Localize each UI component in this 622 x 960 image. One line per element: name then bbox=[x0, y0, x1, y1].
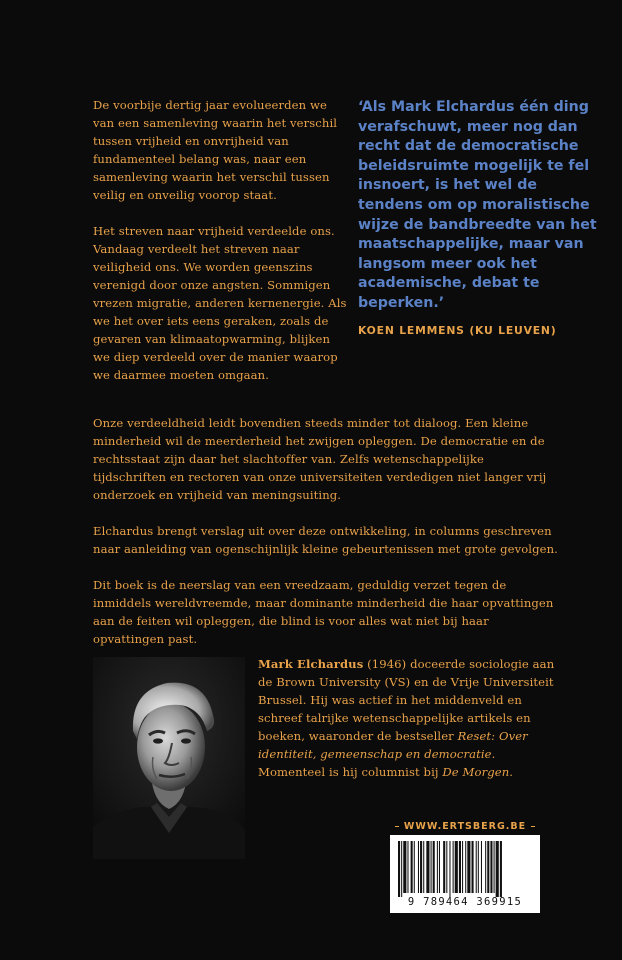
barcode-bar bbox=[437, 841, 438, 893]
barcode-bar bbox=[401, 841, 402, 897]
barcode-bar bbox=[485, 841, 486, 893]
author-portrait bbox=[93, 657, 245, 859]
divider bbox=[531, 826, 535, 827]
barcode-bar bbox=[465, 841, 466, 893]
barcode-bar bbox=[423, 841, 424, 893]
barcode-bar bbox=[439, 841, 440, 893]
author-name: Mark Elchardus bbox=[258, 657, 364, 671]
barcode-bar bbox=[496, 841, 499, 897]
barcode-bar bbox=[398, 841, 400, 897]
barcode-bar bbox=[446, 841, 447, 893]
bio-text: Mark Elchardus (1946) doceerde sociologie aan de Brown University (VS) en de Vrije Universiteit Brussel. Hij was actief in het middenveld en schreef talrijke wetenschappelijke artikels en boeken, waaronder de bestseller Reset: Over identiteit, gemeenschap en democratie. Momenteel is hij columnist bij De Morgen. bbox=[258, 657, 555, 779]
barcode-bar bbox=[476, 841, 477, 893]
barcode-bar bbox=[455, 841, 458, 893]
body-paragraph-5: Dit boek is de neerslag van een vreedzaam, geduldig verzet tegen de inmiddels wereldvreemde, maar dominante minderheid die haar opvattingen aan de feiten wil opleggen, die blind is voor alles wat niet bij haar opvattingen past. bbox=[93, 578, 554, 646]
barcode-bar bbox=[472, 841, 474, 893]
barcode-bar bbox=[494, 841, 495, 893]
barcode-bar bbox=[414, 841, 415, 893]
body-paragraph-4: Elchardus brengt verslag uit over deze ontwikkeling, in columns geschreven naar aanleiding van ogenschijnlijk kleine gebeurtenissen met grote gevolgen. bbox=[93, 524, 558, 556]
intro-column bbox=[93, 96, 348, 384]
divider bbox=[395, 826, 399, 827]
barcode-bar bbox=[487, 841, 489, 893]
barcode-bar bbox=[481, 841, 482, 893]
barcode-bar bbox=[403, 841, 406, 893]
pull-quote bbox=[358, 98, 598, 337]
barcode-bar bbox=[459, 841, 461, 893]
newspaper-name: De Morgen bbox=[442, 765, 510, 779]
barcode-bar bbox=[462, 841, 463, 893]
quote-attribution: KOEN LEMMENS (KU LEUVEN) bbox=[358, 323, 557, 337]
barcode-bar bbox=[467, 841, 470, 893]
author-bio bbox=[258, 655, 558, 781]
website-text: WWW.ERTSBERG.BE bbox=[403, 821, 527, 832]
quote-text: ‘Als Mark Elchardus één ding verafschuwt, meer nog dan recht dat de democratische beleidsruimte mogelijk te fel insnoert, is het wel de tendens om op moralistische wijze de bandbreedte van het maatschappelijke, maar van langsom meer ook het academische, debat te beperken.’ bbox=[358, 99, 597, 311]
body-text bbox=[93, 414, 558, 648]
barcode-bar bbox=[431, 841, 432, 893]
publisher-website bbox=[390, 821, 540, 832]
intro-paragraph-2: Het streven naar vrijheid verdeelde ons. Vandaag verdeelt het streven naar veiligheid ons. We worden geenszins verenigd door onze angsten. Sommigen vrezen migratie, anderen kernenergie. Als we het over iets eens geraken, zoals de gevaren van klimaatopwarming, blijken we diep verdeeld over de manier waarop we daarmee moeten omgaan. bbox=[93, 224, 347, 382]
barcode-bar bbox=[420, 841, 422, 893]
isbn-number: 9 789464 369915 bbox=[407, 896, 523, 908]
isbn-barcode bbox=[390, 835, 540, 913]
barcode-bar bbox=[478, 841, 479, 893]
body-paragraph-3: Onze verdeeldheid leidt bovendien steeds minder tot dialoog. Een kleine minderheid wil de meerderheid het zwijgen opleggen. De democratie en de rechtsstaat zijn daar het slachtoffer van. Zelfs wetenschappelijke tijdschriften en rectoren van onze universiteiten verdedigen niet langer vrij onderzoek en vrijheid van meningsuiting. bbox=[93, 416, 547, 502]
barcode-bar bbox=[418, 841, 419, 893]
barcode-bar bbox=[443, 841, 445, 893]
barcode-bar bbox=[453, 841, 454, 893]
book-title: Reset: Over identiteit, gemeenschap en democratie bbox=[258, 729, 528, 761]
barcode-bar bbox=[411, 841, 413, 893]
barcode-bar bbox=[449, 841, 450, 897]
barcode-bar bbox=[426, 841, 429, 893]
barcode-bar bbox=[407, 841, 408, 893]
intro-paragraph-1: De voorbije dertig jaar evolueerden we van een samenleving waarin het verschil tussen vrijheid en onvrijheid van fundamenteel belang was, naar een samenleving waarin het verschil tussen veilig en onveilig voorop staat. bbox=[93, 98, 338, 202]
portrait-image bbox=[93, 657, 245, 859]
barcode-bar bbox=[500, 841, 502, 897]
barcode-bar bbox=[490, 841, 492, 893]
barcode-bar bbox=[433, 841, 435, 893]
barcode-bars bbox=[396, 841, 534, 897]
